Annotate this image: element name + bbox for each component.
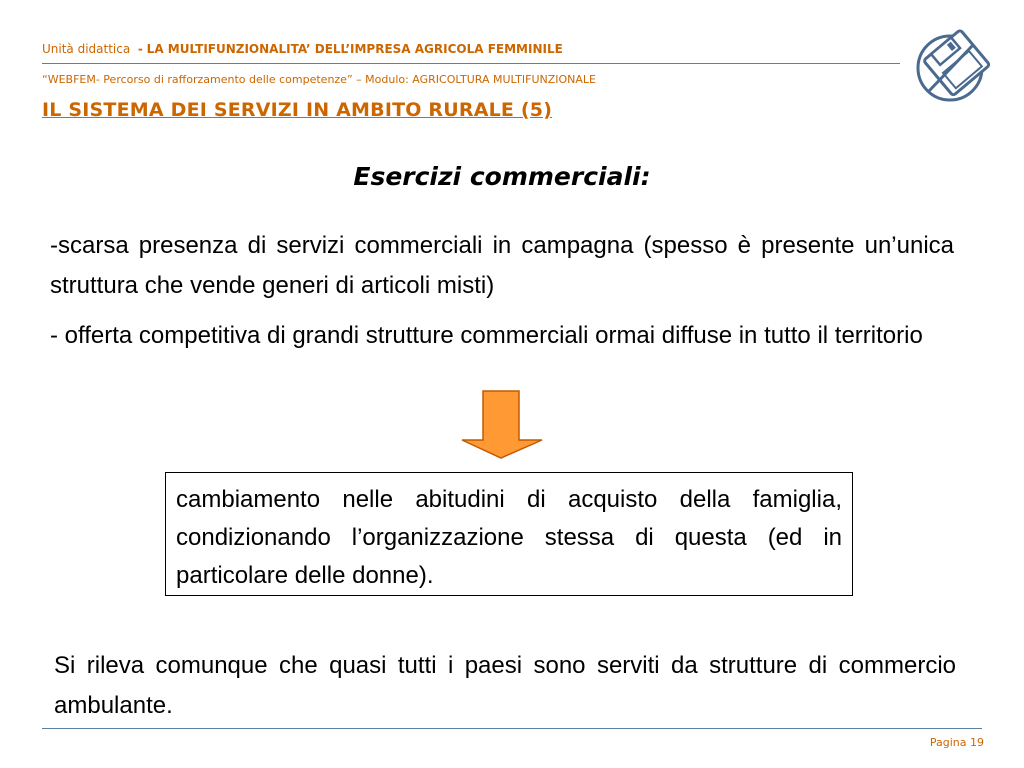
arrow-down-icon	[460, 390, 544, 460]
point-offerta-competitiva: - offerta competitiva di grandi strutture commerciali ormai diffuse in tutto il territorio	[50, 322, 923, 349]
unit-separator: -	[137, 42, 143, 56]
conclusion-text: Si rileva comunque che quasi tutti i paesi sono serviti da strutture di commercio ambulante.	[54, 652, 956, 719]
slide-title: IL SISTEMA DEI SERVIZI IN AMBITO RURALE (5)	[42, 99, 553, 121]
outcome-box	[165, 472, 853, 596]
footer-divider	[42, 728, 982, 729]
unit-label: Unità didattica	[42, 42, 131, 56]
page-number: Pagina 19	[929, 736, 984, 749]
point-scarsa-presenza: -scarsa presenza di servizi commerciali in campagna (spesso è presente un’unica struttura che vende generi di articoli misti)	[50, 232, 954, 299]
floppy-disk-prohibited-icon	[912, 28, 992, 104]
unit-title: LA MULTIFUNZIONALITA’ DELL’IMPRESA AGRICOLA FEMMINILE	[146, 42, 563, 56]
course-line: “WEBFEM- Percorso di rafforzamento delle competenze” – Modulo: AGRICOLTURA MULTIFUNZIONALE	[42, 73, 596, 86]
header-divider	[42, 63, 900, 64]
subheading: Esercizi commerciali:	[353, 162, 651, 191]
outcome-text: cambiamento nelle abitudini di acquisto della famiglia, condizionando l’organizzazione stessa di questa (ed in particolare delle donne).	[176, 486, 842, 589]
unit-header	[42, 42, 563, 56]
